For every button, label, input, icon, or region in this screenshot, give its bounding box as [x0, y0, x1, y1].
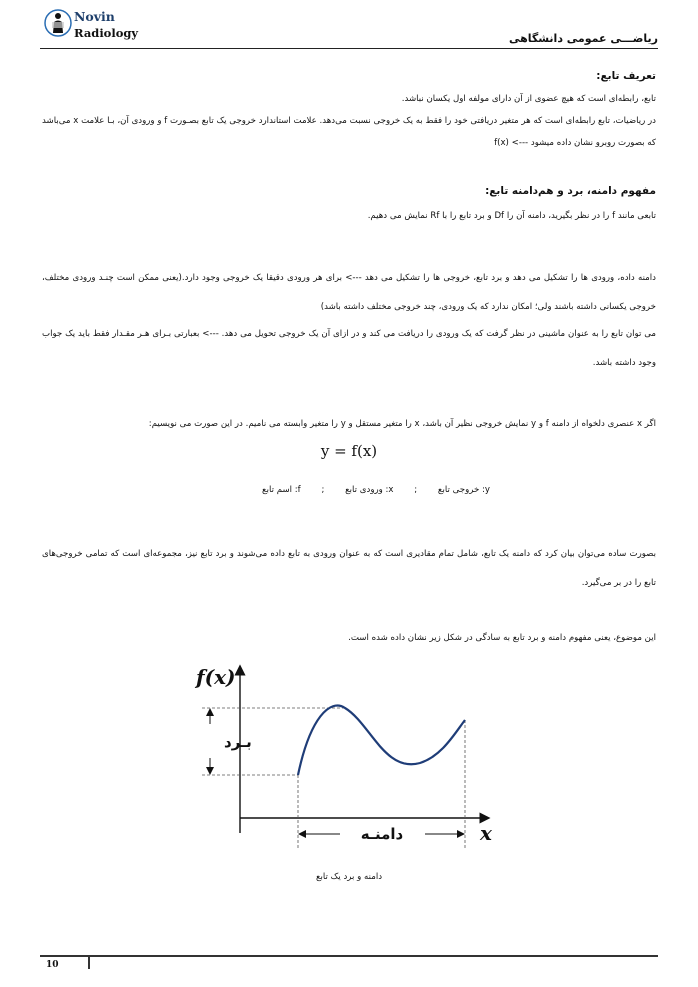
function-curve [298, 706, 465, 775]
section1-para: در ریاضیات، تابع رابطه‌ای است که هر متغیر دریافتی خود را فقط به یک خروجی نسبت می‌دهد. علامت استاندارد خروجی یک تابع بصـورت f و ورودی آن، بـا علامت x می‌باشد که بصورت روبرو نشان داده میشود ---> f(x) [42, 116, 656, 148]
equation: y = f(x) [320, 442, 378, 460]
footer-tick [88, 955, 90, 969]
section2-para3: اگر x عنصری دلخواه از دامنه f و y نمایش خروجی نظیر آن باشد، x را متغیر مستقل و y را متغیر وابسته می نامیم. در این صورت می نویسیم: [148, 419, 656, 429]
section2-para4: بصورت ساده می‌توان بیان کرد که دامنه یک تابع، شامل تمام مقادیری است که به عنوان ورودی به تابع داده می‌شوند و برد تابع نیز، مجموعه‌ای است که تمامی خروجی‌های تابع را در بر می‌گیرد. [42, 549, 656, 588]
domain-range-figure [180, 658, 510, 848]
section2-para2: می توان تابع را به عنوان ماشینی در نظر گرفت که یک ورودی را دریافت می کند و در ازای آن یک خروجی تحویل می دهد. ---> بعبارتی بـرای هـر مقـدار فقط باید یک جواب وجود داشته باشد. [42, 329, 656, 368]
section1-line1: تابع، رابطه‌ای است که هیچ عضوی از آن دارای مولفه اول یکسان نباشد. [401, 94, 656, 104]
figure-caption: دامنه و برد یک تابع [315, 872, 383, 882]
section2-para5: این موضوع، یعنی مفهوم دامنه و برد تابع به سادگی در شکل زیر نشان داده شده است. [348, 633, 656, 643]
legend-output: y: خروجی تابع [437, 485, 490, 495]
x-axis-label: x [480, 821, 492, 845]
section1-heading: تعریف تابع: [596, 70, 656, 82]
range-label: بـرد [224, 733, 252, 751]
legend-input: x: ورودی تابع [345, 485, 394, 495]
footer-divider [40, 955, 658, 957]
logo [44, 6, 154, 42]
page-number: 10 [46, 960, 59, 970]
legend-name: f: اسم تابع [262, 485, 301, 495]
legend-sep-2: ; [321, 485, 325, 495]
domain-label: دامنـه [360, 825, 404, 843]
section2-para1: دامنه داده، ورودی ها را تشکیل می دهد و برد تابع، خروجی ها را تشکیل می دهد ---> برای هر ورودی دقیقا یک خروجی وجود دارد.(یعنی ممکن است چنـد ورودی مختلف، خروجی یکسانی داشته باشند ولی؛ امکان ندارد که یک ورودی، چند خروجی مختلف داشته باشد) [42, 273, 656, 312]
section2-line1: تابعی مانند f را در نظر بگیرید، دامنه آن را Df و برد تابع را با Rf نمایش می دهیم. [367, 211, 656, 221]
section2-heading: مفهوم دامنه، برد و هم‌دامنه تابع: [485, 185, 656, 197]
function-legend [210, 485, 490, 495]
header-title: ریاضـــی عمومی دانشگاهی [508, 32, 658, 45]
logo-line2: Radiology [74, 26, 139, 40]
legend-sep-1: ; [414, 485, 418, 495]
header-divider [40, 48, 658, 49]
y-axis-label: f(x) [196, 665, 236, 689]
logo-line1: Novin [74, 9, 115, 24]
logo-person-icon [44, 6, 72, 40]
